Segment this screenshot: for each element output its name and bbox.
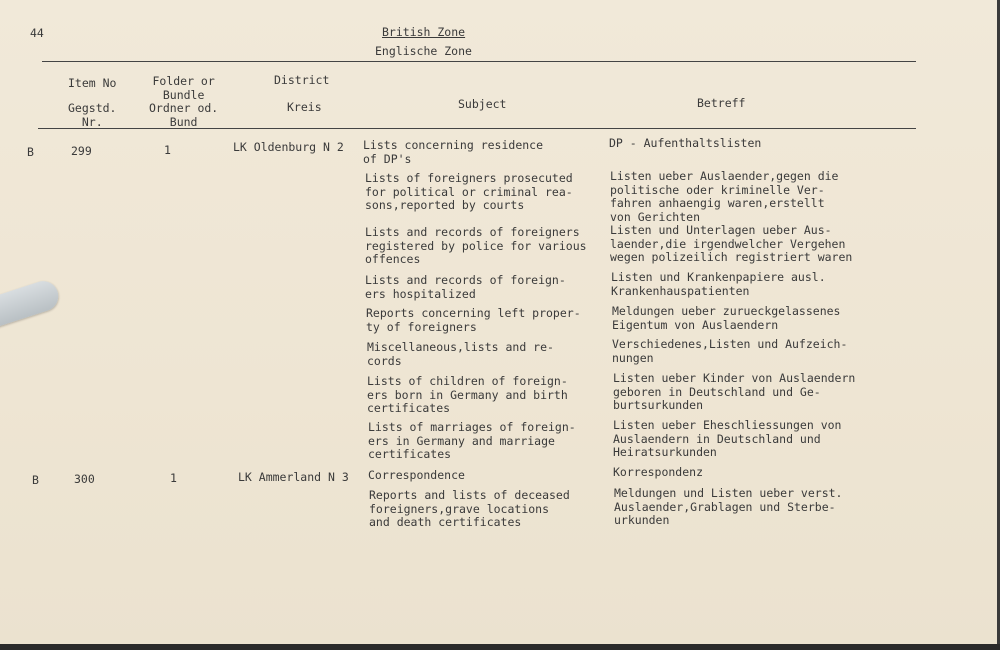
subject-entry: Lists of foreigners prosecuted for political or criminal rea- sons,reported by courts bbox=[365, 171, 573, 212]
betreff-entry: Listen und Krankenpapiere ausl. Krankenhauspatienten bbox=[611, 270, 826, 298]
betreff-entry: Korrespondenz bbox=[613, 465, 704, 479]
betreff-entry: Meldungen und Listen ueber verst. Auslaender,Grablagen und Sterbe- urkunden bbox=[614, 486, 843, 527]
page-edge-bottom bbox=[0, 644, 1000, 650]
subject-entry: Correspondence bbox=[368, 468, 465, 482]
header-top-rule bbox=[42, 61, 916, 62]
subject-entry: Lists concerning residence of DP's bbox=[363, 138, 544, 166]
row-folder: 1 bbox=[170, 471, 177, 485]
row-district: LK Oldenburg N 2 bbox=[233, 140, 344, 154]
header-district: District bbox=[274, 73, 330, 87]
betreff-entry: Listen ueber Eheschliessungen von Auslaendern in Deutschland und Heiratsurkunden bbox=[613, 418, 842, 459]
zone-title-de: Englische Zone bbox=[375, 44, 472, 58]
subject-entry: Miscellaneous,lists and re- cords bbox=[367, 340, 554, 368]
subject-entry: Lists and records of foreign- ers hospitalized bbox=[365, 273, 566, 301]
row-item-number: 300 bbox=[74, 472, 95, 486]
header-subject: Subject bbox=[458, 97, 507, 111]
subject-entry: Lists of marriages of foreign- ers in Germany and marriage certificates bbox=[368, 420, 576, 461]
subject-entry: Lists and records of foreigners registered by police for various offences bbox=[365, 225, 587, 266]
subject-entry: Reports and lists of deceased foreigners,grave locations and death certificates bbox=[369, 488, 570, 529]
betreff-entry: Verschiedenes,Listen und Aufzeich- nungen bbox=[612, 337, 848, 365]
subject-entry: Reports concerning left proper- ty of foreigners bbox=[366, 306, 581, 334]
subject-entry: Lists of children of foreign- ers born in Germany and birth certificates bbox=[367, 374, 568, 415]
zone-title-en: British Zone bbox=[382, 25, 466, 39]
header-district-de: Kreis bbox=[287, 100, 322, 114]
header-betreff: Betreff bbox=[697, 96, 746, 110]
betreff-entry: Listen ueber Kinder von Auslaendern geboren in Deutschland und Ge- burtsurkunden bbox=[613, 371, 856, 412]
betreff-entry: Meldungen ueber zurueckgelassenes Eigentum von Auslaendern bbox=[612, 304, 841, 332]
row-item-number: 299 bbox=[71, 144, 92, 158]
row-folder: 1 bbox=[164, 143, 171, 157]
paper-clip bbox=[0, 277, 62, 336]
row-mark: B bbox=[27, 145, 34, 159]
row-district: LK Ammerland N 3 bbox=[238, 470, 349, 484]
header-bottom-rule bbox=[38, 128, 916, 129]
header-item-no-de: Gegstd. Nr. bbox=[68, 101, 117, 129]
betreff-entry: Listen ueber Auslaender,gegen die politische oder kriminelle Ver- fahren anhaengig waren,erstellt von Gerichten bbox=[610, 169, 839, 224]
betreff-entry: DP - Aufenthaltslisten bbox=[609, 136, 762, 150]
header-item-no: Item No bbox=[68, 76, 117, 90]
row-mark: B bbox=[32, 473, 39, 487]
page-number: 44 bbox=[30, 26, 44, 40]
header-folder: Folder or Bundle Ordner od. Bund bbox=[149, 74, 219, 129]
betreff-entry: Listen und Unterlagen ueber Aus- laender,die irgendwelcher Vergehen wegen polizeilich registriert waren bbox=[610, 223, 853, 264]
